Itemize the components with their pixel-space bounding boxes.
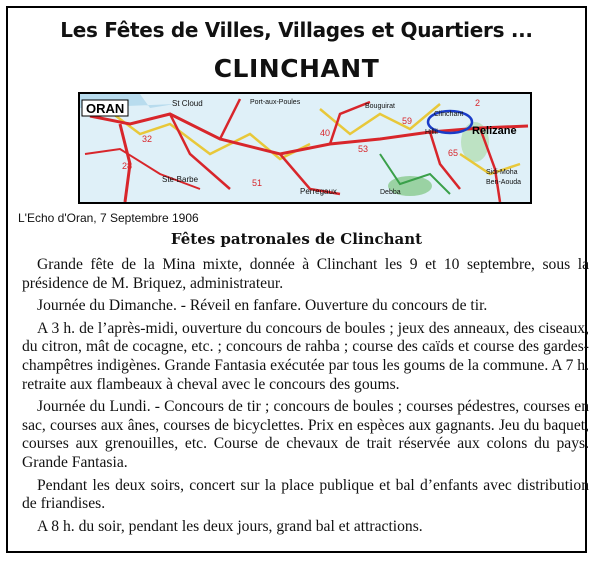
article-title: Fêtes patronales de Clinchant <box>170 230 423 248</box>
article-paragraph: Journée du Dimanche. - Réveil en fanfare. Ouverture du concours de tir. <box>37 297 488 315</box>
place-title: CLINCHANT <box>213 54 380 83</box>
region-map <box>78 92 532 204</box>
article-paragraph: Pendant les deux soirs, concert sur la place publique et bal d’enfants avec distribution de friandises. <box>22 476 589 513</box>
map-label-oran: ORAN <box>86 101 125 116</box>
map-road-number: 32 <box>142 134 153 144</box>
article-paragraph: Grande fête de la Mina mixte, donnée à Clinchant les 9 et 10 septembre, sous la présidence de M. Briquez, administrateur. <box>22 256 589 292</box>
map-road-number: 51 <box>252 178 263 188</box>
map-road-number: 65 <box>448 148 459 158</box>
article-paragraph: A 3 h. de l’après-midi, ouverture du concours de boules ; jeux des anneaux, des ciseaux, du citron, mât de cocagne, etc. ; concours de rahba ; course des caïds et course des gardes-champêtres indigènes. Grande Fantasia exécutée par tous les goums de la commune. A 7 h. retraite aux flambeaux à cheval avec le concours des goums. <box>22 319 589 393</box>
article-paragraph: A 8 h. du soir, pendant les deux jours, grand bal et attractions. <box>37 517 423 535</box>
article-body <box>22 256 589 540</box>
series-title: Les Fêtes de Villes, Villages et Quartiers ... <box>60 18 533 42</box>
map-label-ben-aouda: Ben-Aouda <box>486 179 522 186</box>
map-label-st-cloud: St Cloud <box>172 99 203 108</box>
map-svg <box>80 94 530 202</box>
article-paragraph: Journée du Lundi. - Concours de tir ; concours de boules ; courses pédestres, courses en sac, courses aux ânes, courses de bicyclettes. Prix en espèces aux gagnants. Jeu du baquet, courses aux grenouilles, etc. Course de chevaux de trait réservée aux colons du pays. Grande Fantasia. <box>22 398 589 471</box>
map-road-number: 28 <box>122 161 133 171</box>
map-road-number: 40 <box>320 128 331 138</box>
map-road-number: 53 <box>358 144 369 154</box>
page-frame <box>6 6 587 553</box>
map-label-port-aux-poules: Port-aux-Poules <box>250 99 301 106</box>
map-label-hillil: Hillil <box>425 129 438 136</box>
map-label-relizane: Relizane <box>472 125 517 137</box>
source-caption: L'Echo d'Oran, 7 Septembre 1906 <box>18 211 199 225</box>
map-label-sidi-moha: Sidi-Moha <box>486 169 518 176</box>
map-road-number: 59 <box>402 116 413 126</box>
map-road-number: 2 <box>475 98 481 108</box>
map-label-perregaux: Perregaux <box>300 187 337 196</box>
map-label-bouguirat: Bouguirat <box>365 103 395 110</box>
map-label-debba: Debba <box>380 189 401 196</box>
map-label-ste-barbe: Ste-Barbe <box>162 175 199 184</box>
map-label-clinchant: Clinchant <box>434 111 464 118</box>
